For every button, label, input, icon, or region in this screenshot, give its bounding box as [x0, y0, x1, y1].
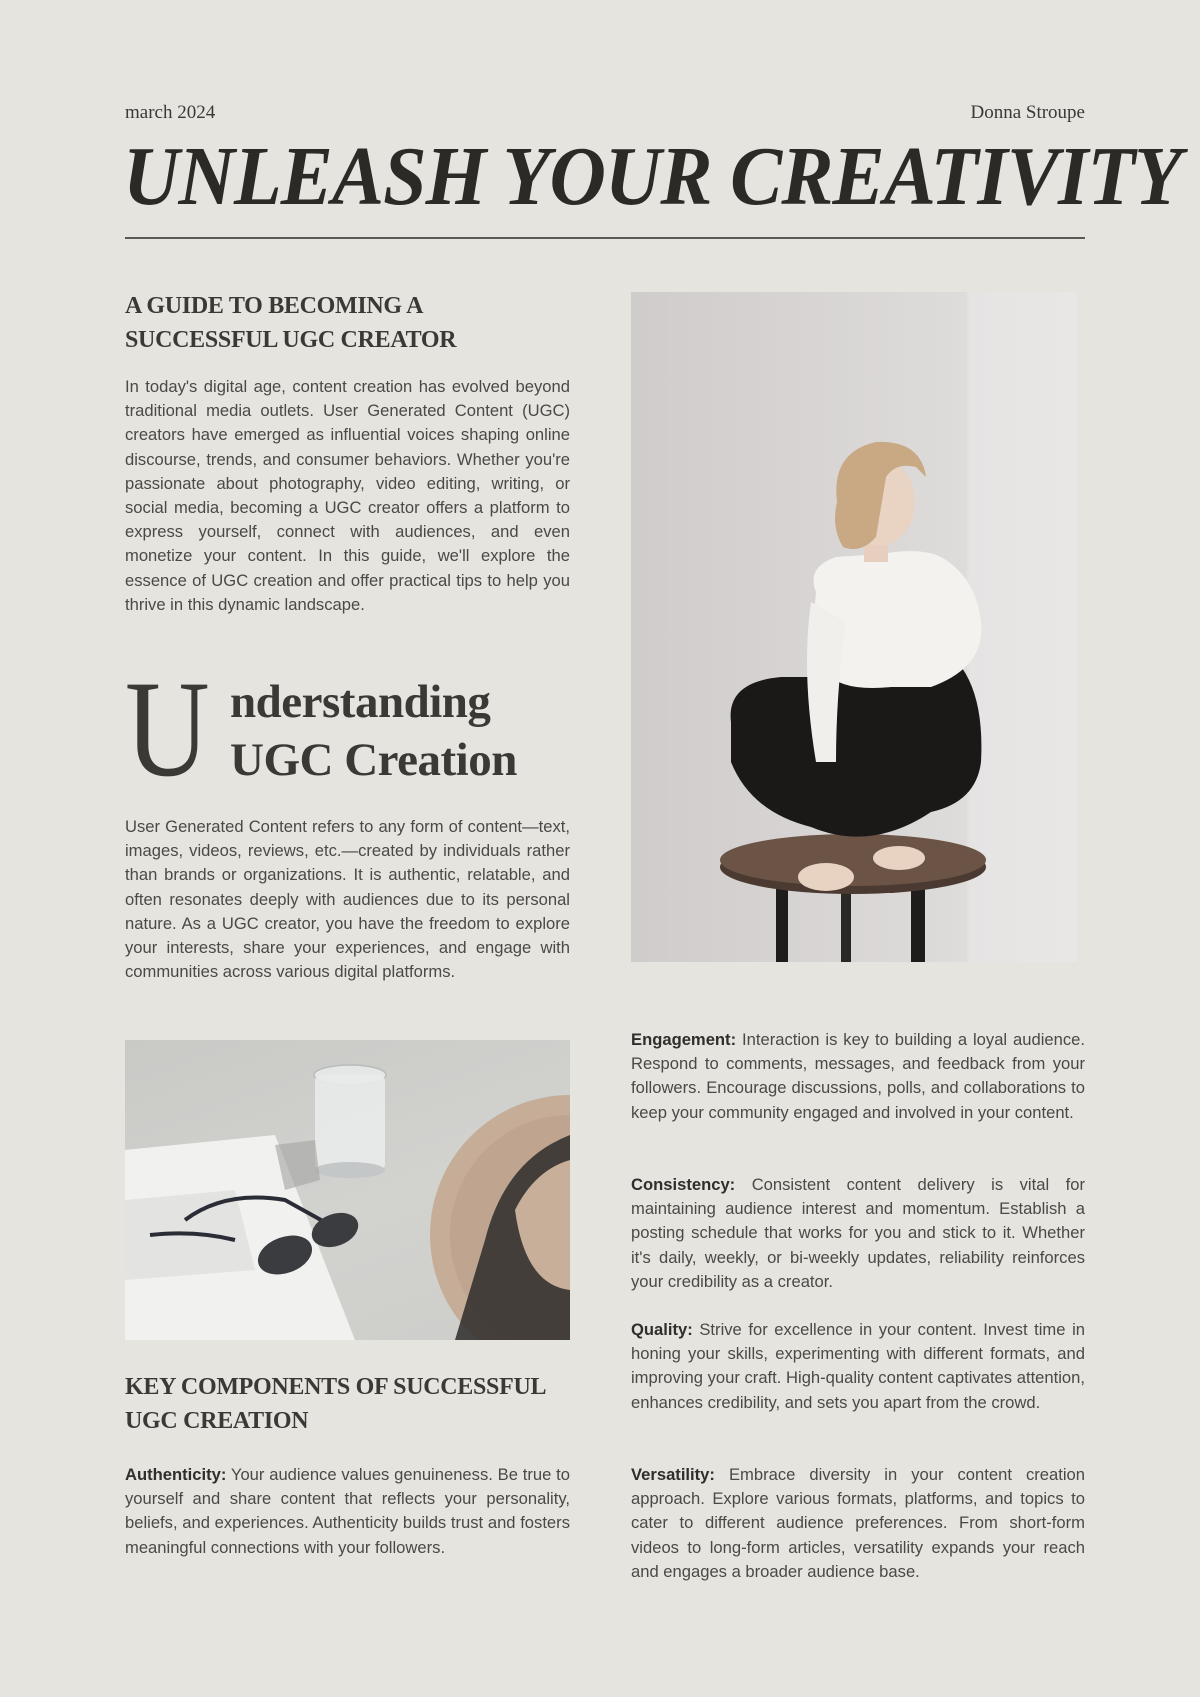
component-label: Consistency:: [631, 1175, 736, 1194]
glasses-and-hat-image: [125, 1040, 570, 1340]
understanding-paragraph: User Generated Content refers to any form of content—text, images, videos, reviews, etc.—created by individuals rather than brands or organizations. It is authentic, relatable, and often resonates deeply with audiences due to its personal nature. As a UGC creator, you have the freedom to explore your interests, share your experiences, and engage with communities across various digital platforms.: [125, 817, 570, 982]
component-text: Embrace diversity in your content creation approach. Explore various formats, platforms, and topics to cater to different audience preferences. From short-form videos to long-form articles, versatility expands your reach and engages a broader audience base.: [631, 1465, 1085, 1581]
component-engagement: [631, 1028, 1085, 1125]
intro-heading: A GUIDE TO BECOMING A SUCCESSFUL UGC CREATOR: [125, 293, 457, 353]
component-text: Your audience values genuineness. Be true to yourself and share content that reflects your personality, beliefs, and experiences. Authenticity builds trust and fosters meaningful connections with your followers.: [125, 1465, 570, 1557]
intro-paragraph: In today's digital age, content creation has evolved beyond traditional media outlets. User Generated Content (UGC) creators have emerged as influential voices shaping online discourse, trends, and consumer behaviors. Whether you're passionate about photography, video editing, writing, or social media, becoming a UGC creator offers a platform to express yourself, connect with audiences, and even monetize your content. In this guide, we'll explore the essence of UGC creation and offer practical tips to help you thrive in this dynamic landscape.: [125, 377, 570, 614]
component-label: Authenticity:: [125, 1465, 227, 1484]
section-title: nderstanding UGC Creation: [230, 676, 517, 786]
component-versatility: [631, 1463, 1085, 1584]
issue-date: march 2024: [125, 102, 216, 123]
components-heading: KEY COMPONENTS OF SUCCESSFUL UGC CREATION: [125, 1374, 545, 1434]
component-text: Consistent content delivery is vital for maintaining audience interest and momentum. Establish a posting schedule that works for you and stick to it. Whether it's daily, weekly, or bi-weekly updates, reliability reinforces your credibility as a creator.: [631, 1175, 1085, 1291]
drop-cap: U: [125, 652, 210, 805]
portrait-photo: [631, 292, 1077, 962]
title-divider: [125, 237, 1085, 239]
page-title: UNLEASH YOUR CREATIVITY: [123, 130, 1182, 223]
component-authenticity: [125, 1463, 570, 1560]
component-text: Strive for excellence in your content. Invest time in honing your skills, experimenting with different formats, and improving your craft. High-quality content captivates attention, enhances credibility, and sets you apart from the crowd.: [631, 1320, 1085, 1412]
component-label: Engagement:: [631, 1030, 737, 1049]
author-name: Donna Stroupe: [970, 102, 1085, 123]
component-text: Interaction is key to building a loyal audience. Respond to comments, messages, and feedback from your followers. Encourage discussions, polls, and collaborations to keep your community engaged and involved in your content.: [631, 1030, 1085, 1122]
component-quality: [631, 1318, 1085, 1415]
component-label: Versatility:: [631, 1465, 715, 1484]
woman-on-stool-image: [631, 292, 1077, 962]
still-life-photo: [125, 1040, 570, 1340]
component-label: Quality:: [631, 1320, 693, 1339]
component-consistency: [631, 1173, 1085, 1294]
